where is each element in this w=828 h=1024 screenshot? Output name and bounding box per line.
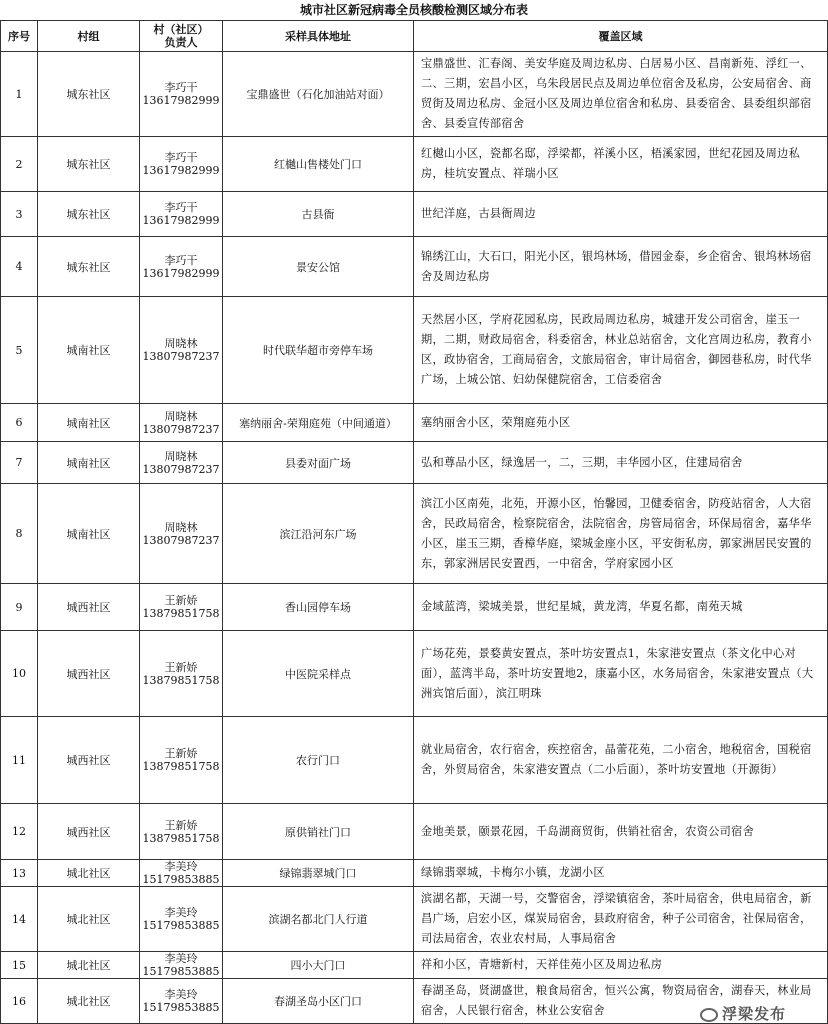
row-coverage: 金域蓝湾，梁城美景，世纪星城，黄龙湾，华夏名都，南苑天城 [414, 584, 828, 631]
row-site: 古县衙 [223, 192, 414, 237]
row-coverage: 宝鼎盛世、汇春阁、美安华庭及周边私房、白居易小区、昌南新苑、浮红一、二、三期，宏昌小区，乌朱段居民点及周边单位宿舍及私房，公安局宿舍、商贸街及周边私房、金冠小区及周边单位宿舍和私房、县委宿舍、县委组织部宿舍、县委宣传部宿舍 [414, 52, 828, 137]
table-row [1, 237, 828, 297]
header-seq: 序号 [1, 21, 38, 52]
manager-name: 王新娇 [164, 818, 198, 832]
row-coverage: 祥和小区，青塘新村，天祥佳苑小区及周边私房 [414, 952, 828, 979]
manager-name: 周晓林 [164, 449, 198, 463]
testing-area-table [0, 20, 828, 1024]
row-manager [140, 484, 223, 584]
manager-phone: 15179853885 [142, 873, 220, 886]
row-group: 城南社区 [38, 297, 140, 404]
row-site: 四小大门口 [223, 952, 414, 979]
manager-phone: 13879851758 [142, 607, 220, 620]
row-coverage: 塞纳丽舍小区，荣翔庭苑小区 [414, 404, 828, 442]
row-coverage: 滨江小区南苑，北苑，开源小区，怡馨园，卫健委宿舍，防疫站宿舍，人大宿舍，民政局宿舍，检察院宿舍，法院宿舍，房管局宿舍，环保局宿舍，嘉华华小区，崖玉三期，香樟华庭，梁城金座小区，平安街私房，郭家洲居民安置的东，郭家洲居民安置西，一中宿舍，学府家园小区 [414, 484, 828, 584]
row-group: 城北社区 [38, 952, 140, 979]
header-manager-line1: 村（社区） [153, 23, 209, 36]
table-row [1, 804, 828, 860]
row-manager [140, 192, 223, 237]
row-site: 春湖圣岛小区门口 [223, 979, 414, 1024]
header-site: 采样具体地址 [223, 21, 414, 52]
row-seq: 5 [1, 297, 38, 404]
row-manager [140, 237, 223, 297]
row-coverage: 弘和尊品小区，绿逸居一，二，三期，丰华园小区，住建局宿舍 [414, 442, 828, 484]
row-manager [140, 442, 223, 484]
row-site: 县委对面广场 [223, 442, 414, 484]
manager-name: 王新娇 [164, 594, 198, 607]
manager-phone: 13617982999 [142, 94, 220, 107]
manager-phone: 15179853885 [142, 1001, 220, 1014]
manager-name: 李美玲 [164, 952, 198, 965]
manager-phone: 13807987237 [142, 462, 220, 476]
row-seq: 10 [1, 631, 38, 717]
table-row [1, 484, 828, 584]
row-site: 滨湖名都北门人行道 [223, 887, 414, 952]
header-group: 村组 [38, 21, 140, 52]
row-group: 城西社区 [38, 584, 140, 631]
row-manager [140, 137, 223, 192]
row-manager [140, 52, 223, 137]
row-manager [140, 297, 223, 404]
row-group: 城东社区 [38, 137, 140, 192]
watermark-text: 浮梁发布 [722, 1005, 787, 1023]
row-group: 城西社区 [38, 631, 140, 717]
row-manager [140, 404, 223, 442]
manager-name: 李美玲 [164, 860, 198, 873]
row-seq: 3 [1, 192, 38, 237]
manager-phone: 13807987237 [142, 533, 220, 547]
table-row [1, 404, 828, 442]
row-coverage: 春湖圣岛，贤湖盛世，粮食局宿舍，恒兴公寓，物资局宿舍，湖春天，林业局宿舍，人民银行宿舍，林业公安宿舍 [414, 979, 828, 1024]
row-seq: 9 [1, 584, 38, 631]
table-row [1, 860, 828, 887]
row-group: 城东社区 [38, 52, 140, 137]
manager-phone: 13879851758 [142, 673, 220, 687]
row-seq: 12 [1, 804, 38, 860]
row-seq: 4 [1, 237, 38, 297]
manager-name: 周晓林 [164, 520, 198, 534]
table-row [1, 137, 828, 192]
row-coverage: 锦绣江山，大石口，阳光小区，银坞林场，借园金泰，乡企宿舍、银坞林场宿舍及周边私房 [414, 237, 828, 297]
table-row [1, 52, 828, 137]
manager-phone: 13879851758 [142, 760, 220, 773]
wechat-icon [700, 1008, 718, 1022]
row-site: 红樾山售楼处门口 [223, 137, 414, 192]
manager-name: 周晓林 [164, 337, 198, 350]
header-manager-line2: 负责人 [164, 36, 198, 49]
row-manager [140, 584, 223, 631]
row-seq: 2 [1, 137, 38, 192]
table-row [1, 442, 828, 484]
row-seq: 7 [1, 442, 38, 484]
manager-phone: 15179853885 [142, 919, 220, 932]
row-manager [140, 860, 223, 887]
table-row [1, 631, 828, 717]
manager-phone: 13617982999 [142, 214, 220, 227]
row-manager [140, 717, 223, 804]
row-manager [140, 979, 223, 1024]
row-group: 城北社区 [38, 979, 140, 1024]
table-row [1, 192, 828, 237]
table-row [1, 584, 828, 631]
row-coverage: 广场花苑，景婺黄安置点，茶叶坊安置点1，朱家港安置点（茶文化中心对面），蓝湾半岛，茶叶坊安置地2，康嘉小区，水务局宿舍，朱家港安置点（大洲宾馆后面），滨江明珠 [414, 631, 828, 717]
header-coverage: 覆盖区域 [414, 21, 828, 52]
row-seq: 15 [1, 952, 38, 979]
row-group: 城北社区 [38, 860, 140, 887]
manager-phone: 15179853885 [142, 965, 220, 978]
row-site: 景安公馆 [223, 237, 414, 297]
row-seq: 16 [1, 979, 38, 1024]
manager-phone: 13617982999 [142, 164, 220, 177]
row-seq: 14 [1, 887, 38, 952]
header-manager [140, 21, 223, 52]
manager-name: 李巧干 [164, 151, 198, 164]
row-manager [140, 952, 223, 979]
row-group: 城南社区 [38, 442, 140, 484]
table-row [1, 297, 828, 404]
row-site: 绿锦翡翠城门口 [223, 860, 414, 887]
table-body [1, 52, 828, 1024]
row-manager [140, 887, 223, 952]
row-site: 塞纳丽舍-荣翔庭苑（中间通道） [223, 404, 414, 442]
row-site: 香山园停车场 [223, 584, 414, 631]
row-site: 原供销社门口 [223, 804, 414, 860]
manager-phone: 13879851758 [142, 831, 220, 845]
row-coverage: 金地美景，颐景花园，千岛湖商贸街，供销社宿舍，农资公司宿舍 [414, 804, 828, 860]
manager-name: 李美玲 [164, 906, 198, 919]
row-coverage: 绿锦翡翠城，卡梅尔小镇，龙湖小区 [414, 860, 828, 887]
manager-phone: 13807987237 [142, 350, 220, 363]
row-coverage: 滨湖名都，天湖一号，交警宿舍，浮梁镇宿舍，茶叶局宿舍，供电局宿舍，新昌广场，启宏小区，煤炭局宿舍，县政府宿舍，种子公司宿舍，社保局宿舍，司法局宿舍，农业农村局，人事局宿舍 [414, 887, 828, 952]
manager-phone: 13617982999 [142, 266, 220, 280]
watermark [700, 1003, 786, 1024]
row-manager [140, 804, 223, 860]
row-group: 城东社区 [38, 192, 140, 237]
table-row [1, 952, 828, 979]
manager-name: 王新娇 [164, 660, 198, 674]
table-row [1, 887, 828, 952]
header-row [1, 21, 828, 52]
row-seq: 6 [1, 404, 38, 442]
manager-name: 周晓林 [164, 409, 198, 423]
row-group: 城南社区 [38, 404, 140, 442]
row-site: 中医院采样点 [223, 631, 414, 717]
manager-name: 李巧干 [164, 253, 198, 267]
row-group: 城北社区 [38, 887, 140, 952]
manager-name: 李美玲 [164, 988, 198, 1001]
row-seq: 11 [1, 717, 38, 804]
row-group: 城西社区 [38, 717, 140, 804]
row-coverage: 天然居小区，学府花园私房，民政局周边私房，城建开发公司宿舍，崖玉一期，二期，财政局宿舍，科委宿舍，林业总站宿舍，文化宫周边私房，教育小区，政协宿舍，工商局宿舍，文旅局宿舍，审计局宿舍，御园巷私房，时代华广场，上城公馆、妇幼保健院宿舍，工信委宿舍 [414, 297, 828, 404]
table-title: 城市社区新冠病毒全员核酸检测区域分布表 [299, 3, 528, 17]
row-manager [140, 631, 223, 717]
row-seq: 1 [1, 52, 38, 137]
row-group: 城东社区 [38, 237, 140, 297]
table-row [1, 717, 828, 804]
row-site: 时代联华超市旁停车场 [223, 297, 414, 404]
row-seq: 8 [1, 484, 38, 584]
row-group: 城西社区 [38, 804, 140, 860]
row-site: 农行门口 [223, 717, 414, 804]
row-site: 宝鼎盛世（石化加油站对面） [223, 52, 414, 137]
manager-name: 王新娇 [164, 747, 198, 760]
manager-name: 李巧干 [164, 81, 198, 94]
row-coverage: 世纪洋庭，古县衙周边 [414, 192, 828, 237]
row-coverage: 红樾山小区，瓷都名邸，浮梁都，祥溪小区，梧溪家园，世纪花园及周边私房，桂坑安置点、祥瑞小区 [414, 137, 828, 192]
row-site: 滨江沿河东广场 [223, 484, 414, 584]
row-coverage: 就业局宿舍，农行宿舍，疾控宿舍，晶蕾花苑，二小宿舍，地税宿舍，国税宿舍，外贸局宿舍，朱家港安置点（二小后面），茶叶坊安置地（开源街） [414, 717, 828, 804]
row-seq: 13 [1, 860, 38, 887]
manager-phone: 13807987237 [142, 422, 220, 436]
manager-name: 李巧干 [164, 201, 198, 214]
row-group: 城南社区 [38, 484, 140, 584]
